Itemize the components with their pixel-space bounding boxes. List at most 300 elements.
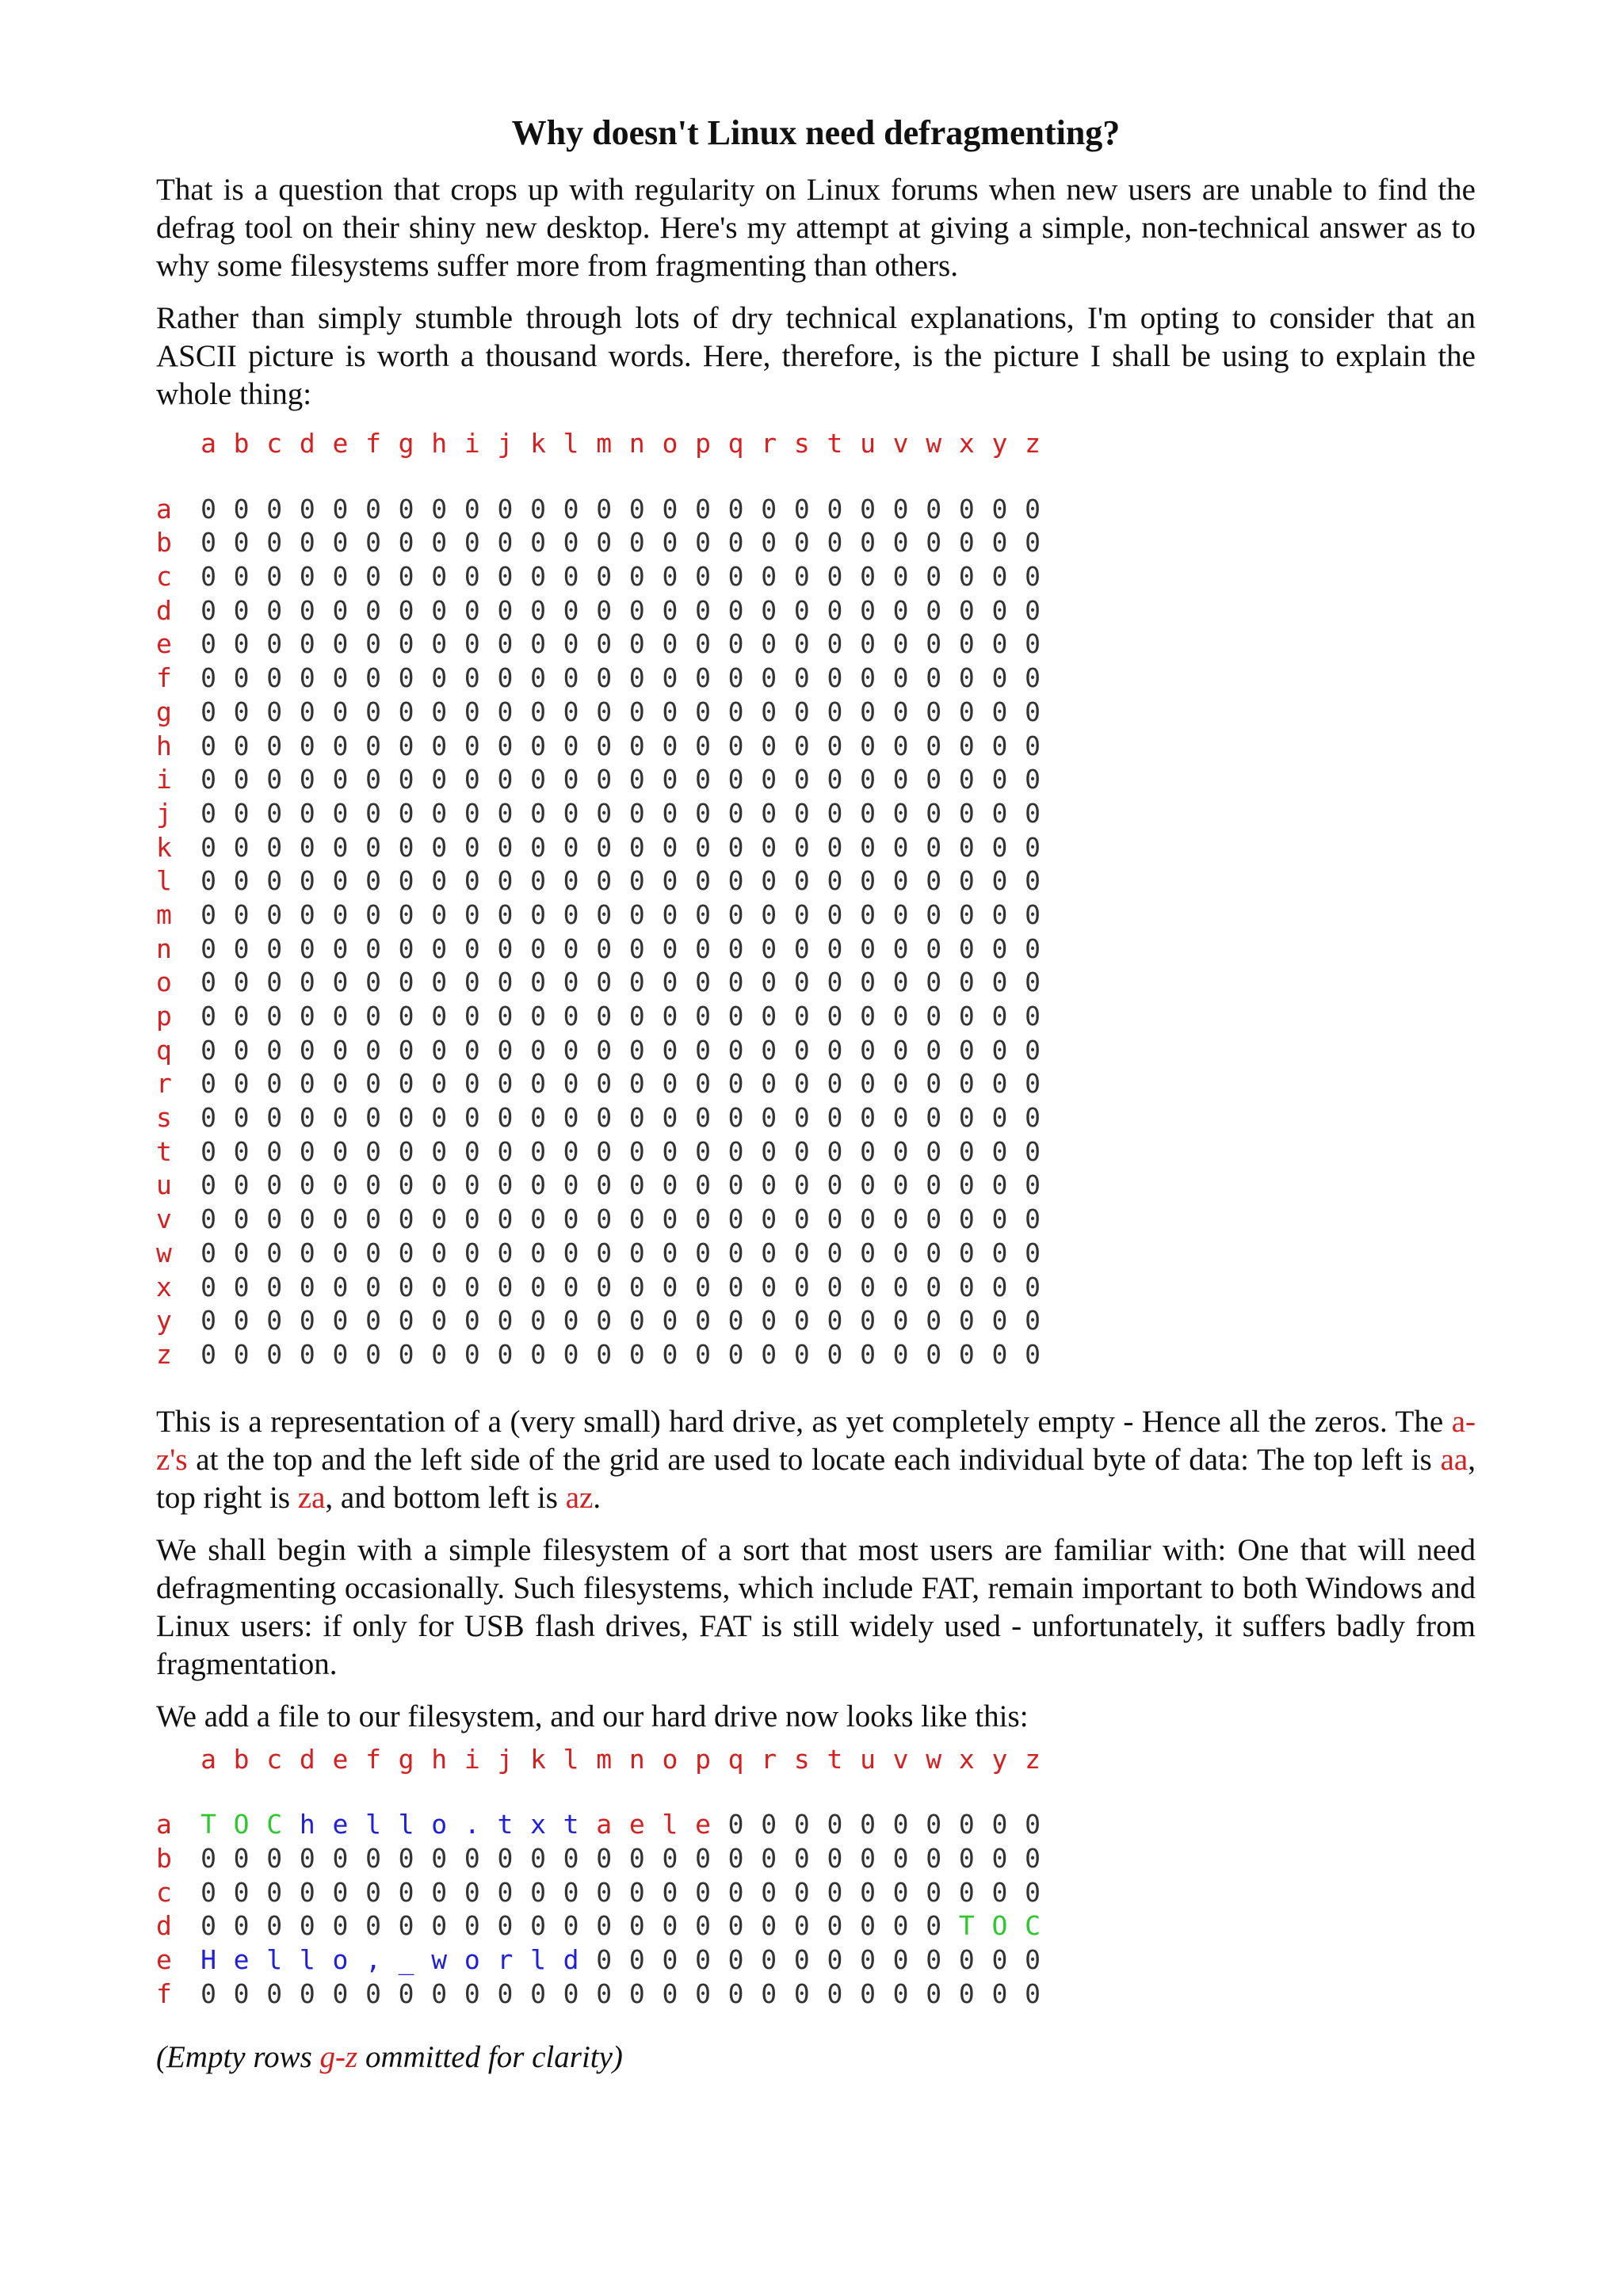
- file-byte-cell: l: [365, 1809, 381, 1840]
- grid-cell: 0: [530, 1876, 546, 1908]
- grid-cell: 0: [727, 1978, 744, 2009]
- grid-cell: 0: [695, 696, 711, 727]
- grid-cell: 0: [926, 1169, 942, 1201]
- grid-cell: 0: [860, 662, 876, 694]
- grid-cell: 0: [266, 662, 283, 694]
- file-byte-cell: _: [398, 1944, 414, 1975]
- grid-cell: 0: [233, 1271, 250, 1302]
- grid-cell: 0: [860, 764, 876, 795]
- grid-cell: 0: [695, 865, 711, 897]
- grid-cell: 0: [530, 730, 546, 761]
- grid-row: [156, 1136, 1476, 1170]
- grid-cell: 0: [860, 1135, 876, 1167]
- grid-cell: 0: [727, 1809, 744, 1840]
- grid-cell: 0: [266, 865, 283, 897]
- grid-cell: 0: [991, 1944, 1008, 1975]
- grid-cell: 0: [299, 1338, 315, 1370]
- grid-cell: 0: [332, 797, 349, 829]
- grid-cell: 0: [530, 1135, 546, 1167]
- grid-cell: 0: [958, 831, 975, 863]
- grid-cell: 0: [365, 898, 381, 930]
- grid-cell: 0: [926, 527, 942, 559]
- grid-cell: 0: [628, 1102, 645, 1134]
- grid-cell: 0: [991, 493, 1008, 524]
- grid-cell: 0: [200, 898, 216, 930]
- column-label: u: [860, 1743, 876, 1775]
- grid-cell: 0: [398, 933, 414, 964]
- grid-cell: 0: [1025, 1169, 1041, 1201]
- grid-cell: 0: [860, 1876, 876, 1908]
- grid-cell: 0: [332, 662, 349, 694]
- file-byte-cell: O: [233, 1809, 250, 1840]
- grid-cell: 0: [596, 1034, 613, 1066]
- grid-cell: 0: [727, 898, 744, 930]
- grid-row: [156, 899, 1476, 933]
- row-label: b: [156, 1842, 172, 1874]
- grid-cell: 0: [398, 1305, 414, 1337]
- column-label: u: [860, 428, 876, 459]
- grid-cell: 0: [464, 1001, 480, 1032]
- grid-cell: 0: [563, 967, 579, 998]
- grid-cell: 0: [860, 730, 876, 761]
- grid-cell: 0: [1025, 527, 1041, 559]
- grid-cell: 0: [266, 561, 283, 593]
- grid-cell: 0: [628, 662, 645, 694]
- grid-cell: 0: [827, 1135, 843, 1167]
- grid-cell: 0: [365, 1034, 381, 1066]
- grid-cell: 0: [827, 865, 843, 897]
- grid-cell: 0: [332, 1842, 349, 1874]
- grid-cell: 0: [332, 1169, 349, 1201]
- grid-row: [156, 628, 1476, 662]
- highlight-az-bottom: az: [565, 1480, 594, 1515]
- grid-cell: 0: [299, 730, 315, 761]
- grid-cell: 0: [464, 1034, 480, 1066]
- grid-cell: 0: [727, 594, 744, 626]
- grid-cell: 0: [662, 1876, 678, 1908]
- grid-cell: 0: [793, 561, 810, 593]
- grid-cell: 0: [958, 898, 975, 930]
- grid-cell: 0: [793, 1169, 810, 1201]
- page-title: Why doesn't Linux need defragmenting?: [511, 113, 1121, 152]
- grid-cell: 0: [628, 865, 645, 897]
- grid-cell: 0: [266, 831, 283, 863]
- grid-cell: 0: [431, 967, 448, 998]
- grid-cell: 0: [596, 628, 613, 660]
- grid-cell: 0: [266, 696, 283, 727]
- column-label: z: [1025, 428, 1041, 459]
- grid-cell: 0: [431, 628, 448, 660]
- grid-cell: 0: [958, 1978, 975, 2009]
- grid-cell: 0: [596, 1169, 613, 1201]
- grid-cell: 0: [299, 967, 315, 998]
- grid-cell: 0: [793, 1842, 810, 1874]
- grid-cell: 0: [266, 527, 283, 559]
- grid-cell: 0: [563, 628, 579, 660]
- grid-cell: 0: [497, 1978, 514, 2009]
- grid-cell: 0: [431, 1135, 448, 1167]
- grid-cell: 0: [530, 1305, 546, 1337]
- grid-cell: 0: [761, 1271, 777, 1302]
- grid-cell: 0: [958, 1135, 975, 1167]
- grid-cell: 0: [332, 1876, 349, 1908]
- grid-cell: 0: [958, 1237, 975, 1268]
- grid-cell: 0: [958, 696, 975, 727]
- grid-cell: 0: [398, 561, 414, 593]
- grid-cell: 0: [398, 1068, 414, 1100]
- grid-cell: 0: [398, 594, 414, 626]
- grid-cell: 0: [958, 1102, 975, 1134]
- grid-cell: 0: [1025, 797, 1041, 829]
- grid-cell: 0: [464, 1978, 480, 2009]
- grid-cell: 0: [662, 1102, 678, 1134]
- grid-cell: 0: [596, 1237, 613, 1268]
- grid-cell: 0: [200, 1135, 216, 1167]
- column-label: p: [695, 1743, 711, 1775]
- grid-cell: 0: [991, 696, 1008, 727]
- grid-cell: 0: [497, 1876, 514, 1908]
- grid-cell: 0: [695, 493, 711, 524]
- grid-cell: 0: [727, 1944, 744, 1975]
- grid-cell: 0: [761, 831, 777, 863]
- grid-cell: 0: [727, 1271, 744, 1302]
- grid-cell: 0: [991, 1034, 1008, 1066]
- grid-cell: 0: [892, 1842, 909, 1874]
- column-label: d: [299, 1743, 315, 1775]
- grid-row: [156, 832, 1476, 866]
- row-label: v: [156, 1203, 172, 1235]
- row-label: e: [156, 1944, 172, 1975]
- column-label: r: [761, 428, 777, 459]
- grid-cell: 0: [860, 831, 876, 863]
- grid-cell: 0: [793, 1102, 810, 1134]
- grid-cell: 0: [727, 1338, 744, 1370]
- grid-cell: 0: [827, 1944, 843, 1975]
- grid-cell: 0: [793, 933, 810, 964]
- grid-cell: 0: [1025, 1978, 1041, 2009]
- highlight-aa: aa: [1440, 1442, 1468, 1477]
- grid-cell: 0: [563, 1842, 579, 1874]
- grid-cell: 0: [464, 1338, 480, 1370]
- grid-cell: 0: [233, 831, 250, 863]
- grid-cell: 0: [497, 1034, 514, 1066]
- grid-cell: 0: [793, 730, 810, 761]
- grid-cell: 0: [793, 831, 810, 863]
- grid-cell: 0: [958, 1842, 975, 1874]
- grid-cell: 0: [332, 628, 349, 660]
- grid-cell: 0: [761, 764, 777, 795]
- grid-cell: 0: [1025, 1203, 1041, 1235]
- grid-cell: 0: [200, 1102, 216, 1134]
- grid-cell: 0: [991, 831, 1008, 863]
- grid-cell: 0: [926, 1135, 942, 1167]
- grid-cell: 0: [662, 493, 678, 524]
- grid-cell: 0: [596, 1876, 613, 1908]
- grid-row: [156, 696, 1476, 730]
- grid-cell: 0: [596, 1001, 613, 1032]
- grid-cell: 0: [892, 865, 909, 897]
- grid-cell: 0: [332, 493, 349, 524]
- grid-cell: 0: [497, 527, 514, 559]
- grid-cell: 0: [860, 561, 876, 593]
- row-label: c: [156, 561, 172, 593]
- file-byte-cell: H: [200, 1944, 216, 1975]
- grid-cell: 0: [827, 967, 843, 998]
- grid-cell: 0: [991, 1305, 1008, 1337]
- grid-cell: 0: [431, 1338, 448, 1370]
- grid-cell: 0: [628, 628, 645, 660]
- file-byte-cell: d: [563, 1944, 579, 1975]
- grid-cell: 0: [860, 696, 876, 727]
- grid-cell: 0: [991, 1876, 1008, 1908]
- grid-cell: 0: [958, 1305, 975, 1337]
- file-byte-cell: o: [464, 1944, 480, 1975]
- column-label: t: [827, 428, 843, 459]
- grid-cell: 0: [892, 662, 909, 694]
- grid-row: [156, 1944, 1476, 1978]
- grid-cell: 0: [431, 662, 448, 694]
- grid-cell: 0: [958, 1169, 975, 1201]
- grid-cell: 0: [497, 1237, 514, 1268]
- grid-cell: 0: [332, 764, 349, 795]
- grid-cell: 0: [1025, 1809, 1041, 1840]
- grid-cell: 0: [299, 1237, 315, 1268]
- grid-cell: 0: [365, 797, 381, 829]
- grid-cell: 0: [628, 967, 645, 998]
- column-label: f: [365, 428, 381, 459]
- grid-cell: 0: [628, 898, 645, 930]
- grid-cell: 0: [398, 730, 414, 761]
- grid-row: [156, 1910, 1476, 1944]
- grid-cell: 0: [596, 764, 613, 795]
- grid-cell: 0: [958, 662, 975, 694]
- grid-cell: 0: [233, 1169, 250, 1201]
- grid-cell: 0: [761, 1944, 777, 1975]
- grid-cell: 0: [497, 1842, 514, 1874]
- grid-cell: 0: [827, 1338, 843, 1370]
- grid-cell: 0: [464, 594, 480, 626]
- grid-cell: 0: [695, 1842, 711, 1874]
- grid-cell: 0: [266, 933, 283, 964]
- grid-cell: 0: [398, 1203, 414, 1235]
- grid-cell: 0: [563, 696, 579, 727]
- grid-cell: 0: [958, 1001, 975, 1032]
- grid-cell: 0: [991, 933, 1008, 964]
- grid-cell: 0: [991, 1001, 1008, 1032]
- grid-cell: 0: [1025, 1271, 1041, 1302]
- grid-cell: 0: [628, 594, 645, 626]
- grid-cell: 0: [398, 1842, 414, 1874]
- grid-cell: 0: [628, 527, 645, 559]
- grid-cell: 0: [365, 1135, 381, 1167]
- grid-cell: 0: [530, 831, 546, 863]
- grid-cell: 0: [793, 1001, 810, 1032]
- grid-row: [156, 865, 1476, 899]
- grid-cell: 0: [299, 933, 315, 964]
- grid-cell: 0: [860, 898, 876, 930]
- grid-cell: 0: [563, 1203, 579, 1235]
- grid-cell: 0: [200, 831, 216, 863]
- grid-cell: 0: [233, 967, 250, 998]
- grid-cell: 0: [596, 1135, 613, 1167]
- grid-cell: 0: [530, 1237, 546, 1268]
- grid-cell: 0: [365, 493, 381, 524]
- grid-cell: 0: [827, 1842, 843, 1874]
- grid-cell: 0: [299, 865, 315, 897]
- grid-cell: 0: [793, 1305, 810, 1337]
- grid-cell: 0: [497, 967, 514, 998]
- grid-cell: 0: [958, 527, 975, 559]
- grid-cell: 0: [299, 1068, 315, 1100]
- column-header-row: [156, 1744, 1476, 1778]
- grid-row: [156, 1272, 1476, 1306]
- grid-cell: 0: [628, 1271, 645, 1302]
- grid-cell: 0: [299, 1876, 315, 1908]
- grid-cell: 0: [793, 1978, 810, 2009]
- grid-cell: 0: [761, 1001, 777, 1032]
- grid-cell: 0: [860, 1169, 876, 1201]
- grid-cell: 0: [233, 1102, 250, 1134]
- grid-cell: 0: [827, 933, 843, 964]
- grid-cell: 0: [926, 1809, 942, 1840]
- grid-cell: 0: [266, 797, 283, 829]
- grid-cell: 0: [727, 1305, 744, 1337]
- grid-cell: 0: [1025, 1842, 1041, 1874]
- grid-cell: 0: [365, 696, 381, 727]
- grid-cell: 0: [233, 898, 250, 930]
- grid-cell: 0: [991, 1809, 1008, 1840]
- grid-cell: 0: [398, 831, 414, 863]
- grid-cell: 0: [628, 764, 645, 795]
- grid-cell: 0: [266, 594, 283, 626]
- file-byte-cell: e: [695, 1809, 711, 1840]
- grid-cell: 0: [860, 1910, 876, 1942]
- grid-cell: 0: [662, 730, 678, 761]
- grid-cell: 0: [563, 1271, 579, 1302]
- grid-cell: 0: [926, 1338, 942, 1370]
- grid-cell: 0: [497, 865, 514, 897]
- grid-cell: 0: [1025, 1102, 1041, 1134]
- grid-cell: 0: [299, 1135, 315, 1167]
- grid-cell: 0: [530, 1338, 546, 1370]
- grid-cell: 0: [727, 1135, 744, 1167]
- grid-cell: 0: [1025, 628, 1041, 660]
- grid-cell: 0: [299, 1978, 315, 2009]
- grid-cell: 0: [332, 898, 349, 930]
- column-label: l: [563, 1743, 579, 1775]
- grid-cell: 0: [793, 696, 810, 727]
- grid-cell: 0: [827, 1001, 843, 1032]
- grid-cell: 0: [233, 1910, 250, 1942]
- column-label: z: [1025, 1743, 1041, 1775]
- grid-cell: 0: [464, 1876, 480, 1908]
- grid-cell: 0: [991, 662, 1008, 694]
- grid-cell: 0: [530, 662, 546, 694]
- grid-cell: 0: [628, 933, 645, 964]
- file-byte-cell: C: [1025, 1910, 1041, 1942]
- grid-cell: 0: [761, 1237, 777, 1268]
- row-label: a: [156, 1809, 172, 1840]
- grid-cell: 0: [761, 1876, 777, 1908]
- grid-cell: 0: [860, 1271, 876, 1302]
- column-label: n: [628, 1743, 645, 1775]
- grid-cell: 0: [332, 1910, 349, 1942]
- grid-cell: 0: [233, 1338, 250, 1370]
- grid-cell: 0: [793, 1034, 810, 1066]
- grid-cell: 0: [991, 1237, 1008, 1268]
- grid-cell: 0: [563, 865, 579, 897]
- grid-cell: 0: [398, 1910, 414, 1942]
- grid-cell: 0: [398, 764, 414, 795]
- grid-explanation-paragraph: This is a representation of a (very small) hard drive, as yet completely empty - Hence all the zeros. The a-z's at the top and the left side of the grid are used to locate each individual byte of data: The top left is aa, top right is za, and bottom left is az.: [156, 1404, 1476, 1515]
- grid-cell: 0: [266, 1876, 283, 1908]
- row-label: h: [156, 730, 172, 761]
- grid-cell: 0: [727, 1910, 744, 1942]
- fat-paragraph: We shall begin with a simple filesystem of a sort that most users are familiar with: One that will need defragmenting occasionally. Such filesystems, which include FAT, remain important to both Windows and Linux users: if only for USB flash drives, FAT is still widely used - unfortunately, it suffers badly from fragmentation.: [156, 1532, 1476, 1681]
- column-label: j: [497, 428, 514, 459]
- grid-cell: 0: [958, 1271, 975, 1302]
- row-label: e: [156, 628, 172, 660]
- column-label: p: [695, 428, 711, 459]
- grid-cell: 0: [827, 730, 843, 761]
- grid-cell: 0: [200, 1910, 216, 1942]
- grid-cell: 0: [860, 628, 876, 660]
- column-header-row: [156, 428, 1476, 462]
- grid-cell: 0: [200, 1237, 216, 1268]
- grid-cell: 0: [926, 628, 942, 660]
- grid-cell: 0: [200, 561, 216, 593]
- grid-cell: 0: [398, 662, 414, 694]
- grid-cell: 0: [365, 1876, 381, 1908]
- grid-cell: 0: [1025, 1338, 1041, 1370]
- grid-cell: 0: [596, 933, 613, 964]
- grid-cell: 0: [860, 1068, 876, 1100]
- grid-cell: 0: [365, 831, 381, 863]
- grid-cell: 0: [860, 1842, 876, 1874]
- grid-cell: 0: [431, 1305, 448, 1337]
- grid-cell: 0: [695, 1271, 711, 1302]
- grid-cell: 0: [695, 527, 711, 559]
- grid-cell: 0: [827, 831, 843, 863]
- grid-cell: 0: [1025, 730, 1041, 761]
- grid-cell: 0: [695, 1910, 711, 1942]
- grid-row: [156, 1877, 1476, 1911]
- grid-cell: 0: [926, 967, 942, 998]
- grid-cell: 0: [727, 696, 744, 727]
- grid-cell: 0: [761, 1034, 777, 1066]
- grid-cell: 0: [761, 1169, 777, 1201]
- grid-cell: 0: [266, 1001, 283, 1032]
- grid-cell: 0: [926, 898, 942, 930]
- grid-cell: 0: [266, 1203, 283, 1235]
- grid-cell: 0: [332, 1237, 349, 1268]
- grid-cell: 0: [827, 561, 843, 593]
- grid-cell: 0: [793, 865, 810, 897]
- column-label: c: [266, 428, 283, 459]
- grid-cell: 0: [991, 865, 1008, 897]
- grid-cell: 0: [332, 594, 349, 626]
- grid-cell: 0: [860, 967, 876, 998]
- column-label: k: [530, 428, 546, 459]
- row-label: u: [156, 1169, 172, 1201]
- grid-cell: 0: [398, 1102, 414, 1134]
- grid-cell: 0: [497, 1271, 514, 1302]
- file-byte-cell: x: [530, 1809, 546, 1840]
- grid-cell: 0: [1025, 1034, 1041, 1066]
- grid-cell: 0: [695, 1876, 711, 1908]
- grid-cell: 0: [628, 1876, 645, 1908]
- grid-cell: 0: [892, 1034, 909, 1066]
